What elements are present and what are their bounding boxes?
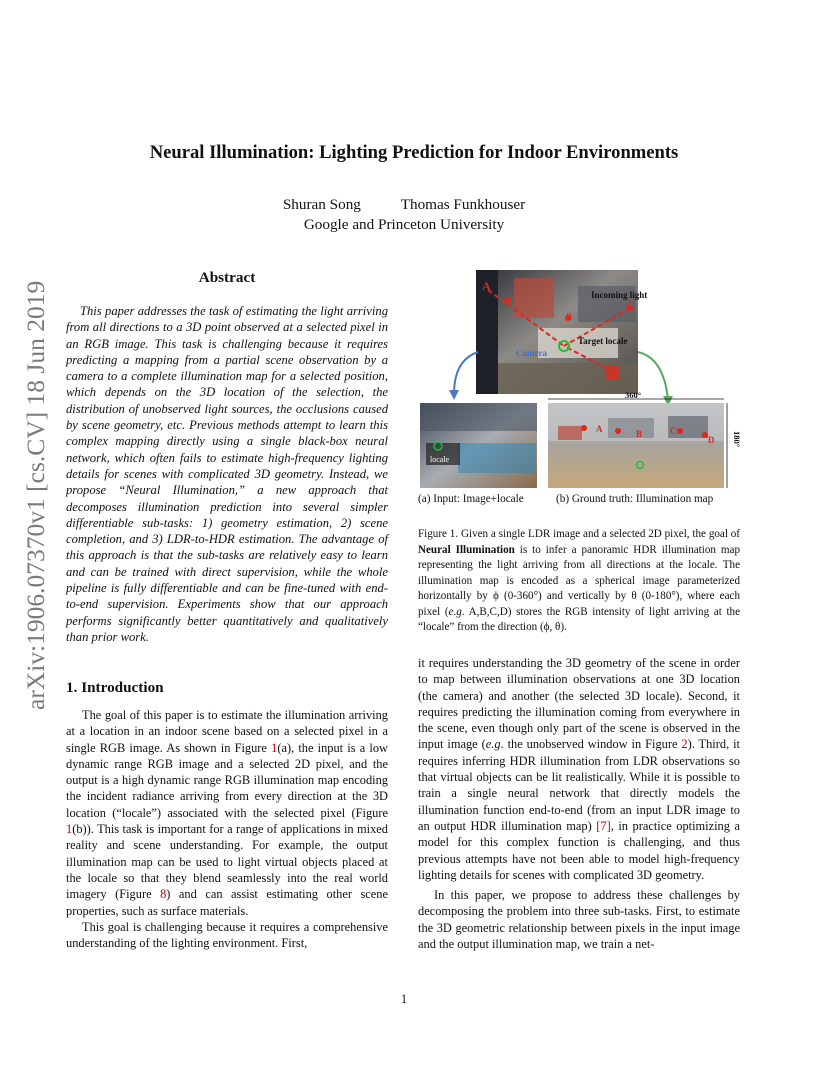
map-label-a: A	[596, 424, 603, 434]
label-d: D	[610, 370, 617, 380]
figure-caption: Figure 1. Given a single LDR image and a selected 2D pixel, the goal of Neural Illumination is to infer a panoramic HDR illumination map representing the light arriving from all directions at the locale. The illumination map is encoded as a spherical image parameterized horizontally by ϕ (0-360°) and vertically by θ (0-180°), where each pixel (e.g. A,B,C,D) stores the RGB intensity of light arriving at the “locale” from the direction (ϕ, θ).	[418, 528, 740, 633]
label-a: A	[482, 279, 491, 293]
figure-1	[418, 268, 740, 508]
figure-link[interactable]: 8	[160, 887, 167, 902]
scene-image	[476, 270, 647, 394]
figure-link[interactable]: 1	[66, 822, 73, 837]
map-label-c: C	[670, 426, 677, 436]
page-number: 1	[400, 992, 408, 1006]
paragraph: The goal of this paper is to estimate the illumination arriving at a location in an indoor scene based on a selected pixel in a single RGB image. As shown in Figure 1(a), the input is a low dynamic range RGB image and a selected 2D pixel, and the output is a high dynamic range RGB illumination map encoding the incident radiance arriving from every direction at the 3D location (“locale”) associated with the selected pixel (Figure 1(b)). This task is important for a range of applications in mixed reality and scene understanding. For example, the output illumination map can be used to light virtual objects placed at the locale so that they blend seamlessly into the real world imagery (Figure 8) and can assist estimating other scene properties, such as surface materials.	[66, 708, 388, 918]
locale-label: locale	[430, 455, 450, 464]
abstract-text: This paper addresses the task of estimating the light arriving from all directions to a 3D point observed at a selected pixel in an RGB image. This task is challenging because it requires predicting a mapping from a partial scene observation by a camera to a complete illumination map for a selected position, which depends on the 3D location of the selection, the distribution of unobserved light sources, the occlusions caused by scene geometry, etc. Previous methods attempt to learn this complex mapping directly using a single black-box neural network, which often fails to estimate high-frequency lighting details for scenes with complicated 3D geometry. Instead, we propose “Neural Illumination,” a new approach that decomposes illumination prediction into several simpler differentiable sub-tasks: 1) geometry estimation, 2) scene completion, and 3) LDR-to-HDR estimation. The advantage of this approach is that the sub-tasks are relatively easy to learn and can be trained with direct supervision, while the whole pipeline is fully differentiable and can be fine-tuned with end-to-end supervision. Experiments show that our approach performs significantly better quantitatively and qualitatively than prior work.	[66, 304, 388, 644]
incoming-light-label: Incoming light	[591, 290, 648, 300]
author-names	[0, 195, 808, 215]
map-label-b: B	[636, 429, 643, 439]
map-label-d: D	[708, 435, 715, 445]
author-name: Shuran Song	[282, 196, 361, 213]
subcaption-b: (b) Ground truth: Illumination map	[556, 493, 714, 505]
label-b: B	[566, 312, 573, 322]
right-column-text	[418, 655, 740, 952]
label-c: C	[626, 299, 635, 313]
paragraph: This goal is challenging because it requires a comprehensive understanding of the lighting environment. First,	[66, 919, 388, 951]
figure-link[interactable]: 2	[681, 737, 688, 752]
citation-link[interactable]: [7]	[596, 818, 611, 833]
affiliation: Google and Princeton University	[303, 216, 505, 233]
target-locale-label: Target locale	[578, 336, 628, 346]
subcaption-a: (a) Input: Image+locale	[418, 493, 524, 505]
arrow-to-map	[638, 352, 668, 400]
author-name: Thomas Funkhouser	[400, 196, 526, 213]
paragraph: it requires understanding the 3D geometry of the scene in order to map between illumination observations at one 3D location (the camera) and another (the selected 3D locale). Second, it requires predicting the illumination coming from everywhere in the scene, even though only part of the scene is observed in the input image (e.g. the unobserved window in Figure 2). Third, it requires inferring HDR illumination from LDR observations so that virtual objects can be lit realistically. While it is possible to train a single neural network that directly models the illumination function end-to-end (from an input LDR image to an output HDR illumination map) [7], in practice optimizing a model for this complex function is challenging, and thus previous attempts have not been able to model high-frequency lighting details for scenes with complicated 3D geometry.	[418, 656, 740, 882]
abstract-heading: Abstract	[198, 269, 256, 286]
camera-label: Camera	[516, 348, 547, 358]
input-image	[420, 403, 537, 488]
arrow-to-input	[454, 352, 478, 394]
paper-title: Neural Illumination: Lighting Prediction for Indoor Environments	[149, 142, 679, 163]
figure-link[interactable]: 1	[271, 740, 278, 755]
arxiv-stamp	[12, 280, 52, 710]
illumination-map	[548, 390, 742, 488]
degree-180-label: 180°	[732, 431, 742, 448]
author-block	[0, 195, 808, 235]
paragraph: In this paper, we propose to address these challenges by decomposing the problem into three sub-tasks. First, to estimate the 3D geometric relationship between pixels in the input image and the output illumination map, we train a net-	[418, 888, 740, 952]
intro-text	[66, 707, 388, 951]
section-heading-introduction: 1. Introduction	[66, 679, 164, 696]
arxiv-id: arXiv:1906.07370v1 [cs.CV] 18 Jun 2019	[21, 280, 50, 710]
degree-360-label: 360°	[625, 390, 642, 400]
